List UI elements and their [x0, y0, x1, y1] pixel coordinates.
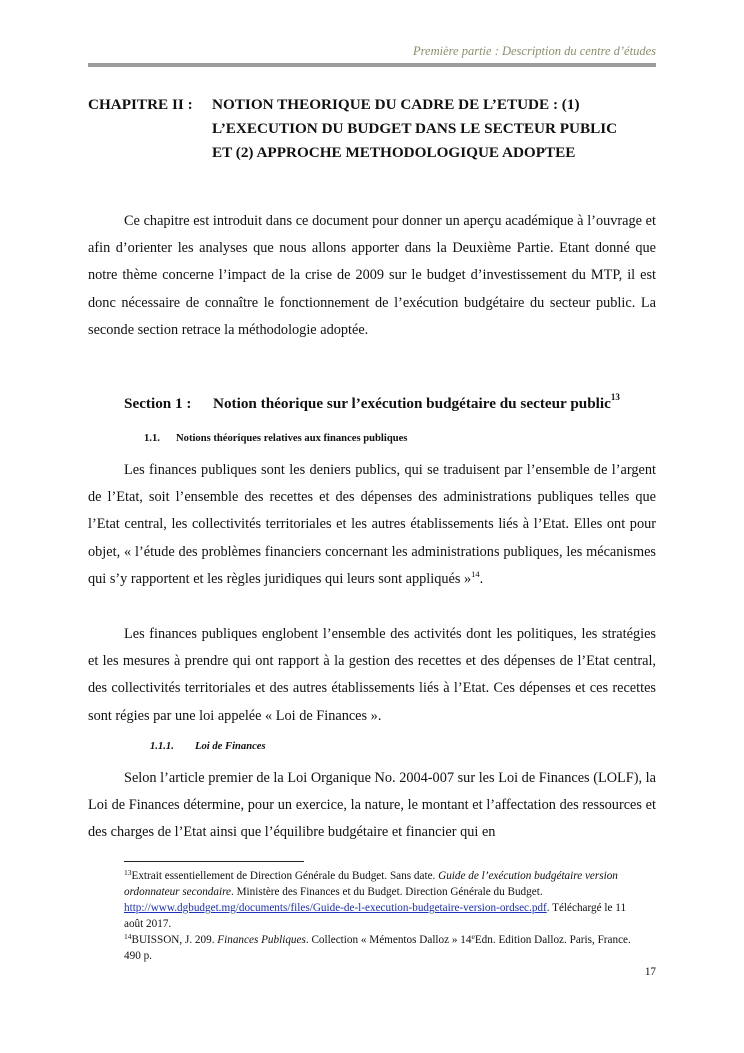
footnote-mark: 14 — [124, 932, 132, 941]
subsection-title: Loi de Finances — [195, 741, 266, 752]
chapter-title — [212, 93, 617, 165]
footnote-ref-14[interactable]: 14 — [471, 568, 480, 579]
edition-superscript: e — [471, 932, 475, 941]
footnote-italic-title: Finances Publiques — [217, 934, 306, 946]
footnote-italic-title: Guide de l’exécution budgétaire version ordonnateur secondaire — [124, 870, 618, 898]
paragraph-end: . — [479, 570, 484, 587]
chapter-title-line: NOTION THEORIQUE DU CADRE DE L’ETUDE : (1) — [212, 96, 580, 113]
footnote-text: Extrait essentiellement de Direction Générale du Budget. Sans date. — [131, 870, 439, 882]
running-header: Première partie : Description du centre d’études — [413, 44, 656, 58]
subsection-number: 1.1.1. — [150, 741, 174, 752]
paragraph-text: Les finances publiques sont les deniers publics, qui se traduisent par l’ensemble de l’argent de l’Etat, soit l’ensemble des recettes et des dépenses des administrations publiques telles que l’Etat central, les collectivités territoriales et les autres établissements liés à l’Etat. Elles ont pour objet, « l’étude des problèmes financiers concernant les administrations publiques, les mécanismes qui s’y rapportent et les règles juridiques qui leurs sont appliqués » — [88, 462, 656, 587]
subsection-1-1-1-heading — [150, 741, 266, 752]
page-number: 17 — [644, 966, 656, 978]
section-title: Notion théorique sur l’exécution budgétaire du secteur public — [213, 395, 611, 412]
footnote-14 — [124, 932, 644, 964]
chapter-heading — [88, 93, 656, 165]
footnote-text: . Collection « Mémentos Dalloz » 14 — [305, 934, 472, 946]
subsection-title: Notions théoriques relatives aux finances publiques — [176, 433, 408, 444]
footnote-mark: 13 — [124, 868, 132, 877]
footnote-link[interactable]: http://www.dgbudget.mg/documents/files/Guide-de-l-execution-budgetaire-version-ordsec.pdf — [124, 902, 547, 914]
header-rule — [88, 63, 656, 67]
intro-paragraph: Ce chapitre est introduit dans ce document pour donner un aperçu académique à l’ouvrage et afin d’orienter les analyses que nous allons apporter dans la Deuxième Partie. Etant donné que notre thème concerne l’impact de la crise de 2009 sur le budget d’investissement du MTP, il est donc nécessaire de connaître le fonctionnement de l’exécution budgétaire du secteur public. La seconde section retrace la méthodologie adoptée. — [88, 213, 656, 338]
section-label: Section 1 : — [124, 395, 192, 412]
chapter-title-line: L’EXECUTION DU BUDGET DANS LE SECTEUR PUBLIC — [212, 120, 618, 137]
footnote-separator — [124, 861, 304, 862]
finances-publiques-scope-paragraph: Les finances publiques englobent l’ensemble des activités dont les politiques, les stratégies et les mesures à prendre qui ont rapport à la gestion des recettes et des dépenses de l’Etat central, des collectivités territoriales et des autres établissements liés à l’Etat. Ces dépenses et ces recettes sont régies par une loi appelée « Loi de Finances ». — [88, 626, 656, 724]
lolf-paragraph: Selon l’article premier de la Loi Organique No. 2004-007 sur les Loi de Finances (LOLF), la Loi de Finances détermine, pour un exercice, la nature, le montant et l’affectation des ressources et des charges de l’Etat ainsi que l’équilibre budgétaire et financier qui en — [88, 770, 656, 841]
subsection-number: 1.1. — [144, 433, 160, 444]
footnote-ref-13[interactable]: 13 — [610, 392, 620, 402]
chapter-label: CHAPITRE II : — [88, 96, 193, 113]
chapter-title-line: ET (2) APPROCHE METHODOLOGIQUE ADOPTEE — [212, 144, 576, 161]
finances-publiques-paragraph — [88, 457, 656, 593]
footnote-text: BUISSON, J. 209. — [131, 934, 218, 946]
footnote-text: Edn. Edition Dalloz. Paris, France. 490 p. — [124, 934, 631, 962]
section-1-heading — [124, 392, 620, 413]
footnote-text: . Téléchargé le 11 août 2017. — [124, 902, 627, 930]
footnote-13 — [124, 868, 644, 932]
subsection-1-1-heading — [144, 433, 407, 444]
footnote-text: . Ministère des Finances et du Budget. Direction Générale du Budget. — [231, 886, 543, 898]
footnotes — [124, 868, 644, 964]
